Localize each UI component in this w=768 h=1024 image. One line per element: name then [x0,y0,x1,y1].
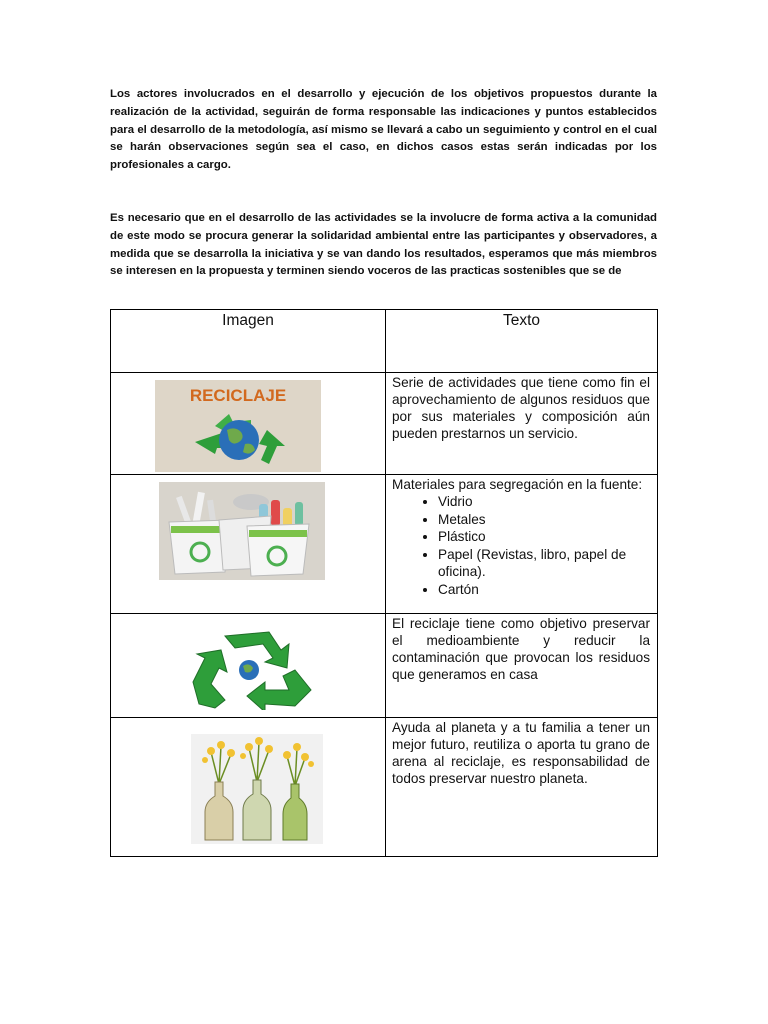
bottle-vases-image [191,734,323,844]
paragraph-1: Los actores involucrados en el desarrollo y ejecución de los objetivos propuestos durante la realización de la actividad, seguirán de forma responsable las indicaciones y puntos establecidos para el desarrollo de la metodología, así mismo se llevará a cabo un seguimiento y control en el cual se harán observaciones según sea el caso, en dichos casos estas serán indicadas por los profesionales a cargo. [110,88,657,172]
image-cell [111,614,386,718]
list-item: • Cartón [438,581,650,599]
recycle-symbol-image [185,624,319,710]
list-item: • Papel (Revistas, libro, papel de oficina). [438,546,650,581]
list-item: • Plástico [438,528,650,546]
table-row [111,373,658,475]
materials-intro: Materiales para segregación en la fuente: [392,477,643,492]
header-texto: Texto [386,310,658,373]
text-cell: Serie de actividades que tiene como fin el aprovechamiento de algunos residuos que por sus materiales y composición aún pueden prestarnos un servicio. [386,373,658,475]
list-item: • Vidrio [438,493,650,511]
image-cell [111,475,386,614]
list-item: • Metales [438,511,650,529]
table-row [111,718,658,857]
reciclaje-earth-image [155,380,321,472]
text-cell: El reciclaje tiene como objetivo preservar el medioambiente y reducir la contaminación que provocan los residuos que generamos en casa [386,614,658,718]
image-cell [111,373,386,475]
text-cell [386,475,658,614]
reciclaje-label: RECICLAJE [189,386,287,405]
paragraph-2: Es necesario que en el desarrollo de las actividades se la involucre de forma activa a la comunidad de este modo se procura generar la solidaridad ambiental entre las participantes y observadores, a medida que se desarrolla la iniciativa y se van dando los resultados, esperamos que más miembros se interesen en la propuesta y terminen siendo voceros de las practicas sostenibles que se de [110,212,657,278]
recycle-bins-image [159,482,325,580]
materials-list [392,493,650,598]
table-header-row [111,310,658,373]
header-imagen: Imagen [111,310,386,373]
recycling-table [110,309,658,857]
table-row [111,475,658,614]
table-row [111,614,658,718]
text-cell: Ayuda al planeta y a tu familia a tener un mejor futuro, reutiliza o aporta tu grano de arena al reciclaje, es responsabilidad de todos preservar nuestro planeta. [386,718,658,857]
image-cell [111,718,386,857]
